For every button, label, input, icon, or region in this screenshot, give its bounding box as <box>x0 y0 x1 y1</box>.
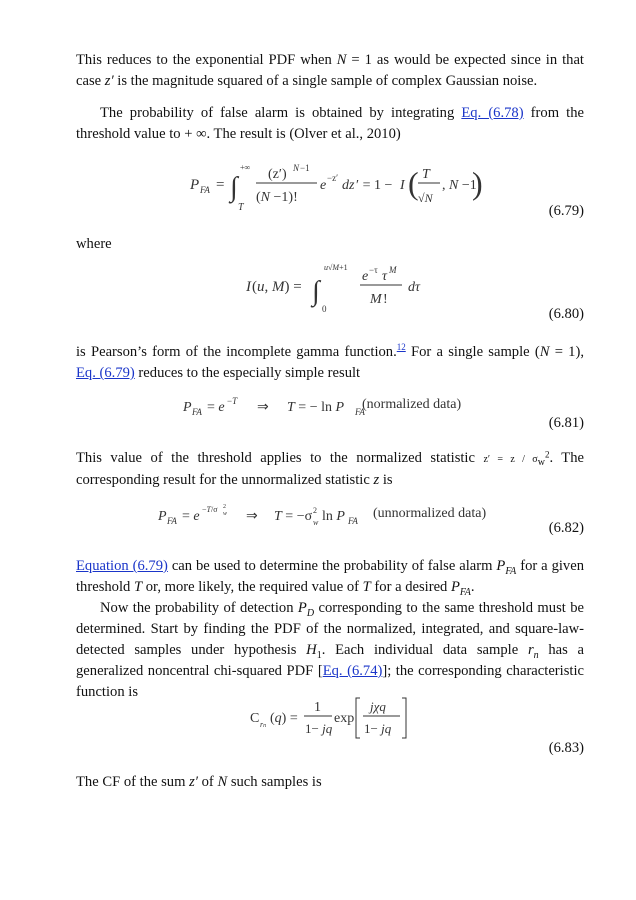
svg-text:−τ: −τ <box>369 265 378 275</box>
svg-text:u√M+1: u√M+1 <box>324 263 348 272</box>
paragraph-detection: Now the probability of detection $P_D$ corresponding to the same threshold must be determined. Start by finding the PDF of the normalized, integrated, and square-law-detected samples under hypothesis $H_1$. Each individual data sample $r_n$ has a generalized noncentral chi-squared PDF [Eq. (6.74)]; the corresponding characteristic function is <box>76 600 584 700</box>
svg-text:FA: FA <box>348 516 358 526</box>
svg-text:⇒: ⇒ <box>257 400 269 415</box>
paragraph-equation-usage: Equation (6.79) can be used to determine the probability of false alarm $P_{FA}$ for a given threshold T or, more likely, the required value of T for a desired $P_{FA}$. <box>76 558 584 598</box>
svg-text:, N −1: , N −1 <box>442 178 477 193</box>
svg-text:I: I <box>246 279 251 295</box>
svg-text:∫: ∫ <box>230 172 238 203</box>
svg-text:−T: −T <box>227 396 238 406</box>
svg-text:M: M <box>389 265 397 275</box>
svg-text:P: P <box>158 509 167 524</box>
paragraph-cf-sum: The CF of the sum z′ of N such samples is <box>76 774 322 790</box>
svg-text:FA: FA <box>355 407 365 417</box>
equation-6-79 <box>190 158 483 219</box>
svg-text:FA: FA <box>200 185 210 195</box>
svg-text:(z′): (z′) <box>268 167 287 182</box>
svg-text:): ) <box>472 165 483 201</box>
equation-number-6-83: (6.83) <box>548 740 584 756</box>
equation-6-79-link[interactable]: Equation (6.79) <box>76 558 168 574</box>
svg-text:′ = 1 −: ′ = 1 − <box>356 178 393 193</box>
svg-text:N: N <box>293 163 300 173</box>
eq-6-74-link[interactable]: Eq. (6.74) <box>322 663 383 679</box>
eq-6-79-link[interactable]: Eq. (6.79) <box>76 365 135 381</box>
svg-text:rn: rn <box>260 720 267 729</box>
svg-text:(N −1)!: (N −1)! <box>256 190 298 205</box>
svg-text:2: 2 <box>313 506 317 515</box>
equation-6-83 <box>250 694 425 749</box>
svg-text:w: w <box>313 518 319 527</box>
svg-text:exp: exp <box>334 711 355 726</box>
paragraph-pearson: is Pearson’s form of the incomplete gamma function.$^{12}$ For a single sample (N = 1), Eq. (6.79) reduces to the especially simple result <box>76 342 584 381</box>
normalized-data-note: (normalized data) <box>362 397 462 412</box>
svg-text:T = − ln P: T = − ln P <box>287 400 345 415</box>
svg-text:e: e <box>320 178 327 193</box>
svg-text:0: 0 <box>322 304 327 314</box>
svg-text:T = −σ: T = −σ <box>274 509 313 524</box>
svg-text:e: e <box>362 269 369 284</box>
svg-text:1: 1 <box>314 700 321 715</box>
svg-text:dτ: dτ <box>408 280 421 295</box>
svg-text:2: 2 <box>223 504 226 510</box>
equation-number-6-81: (6.81) <box>548 415 584 431</box>
svg-text:P: P <box>190 177 200 193</box>
svg-text:∫: ∫ <box>312 276 320 307</box>
svg-text:−1: −1 <box>300 163 310 173</box>
svg-text:=: = <box>216 177 225 193</box>
svg-text:(: ( <box>408 165 419 201</box>
svg-text:−T/σ: −T/σ <box>202 505 218 514</box>
svg-text:(q) =: (q) = <box>270 711 298 726</box>
svg-text:= e: = e <box>207 400 225 415</box>
svg-text:T: T <box>422 167 430 182</box>
paragraph-exponential-pdf: This reduces to the exponential PDF when N = 1 as would be expected since in that case z′ is the magnitude squared of a single sample of complex Gaussian noise. <box>76 52 584 89</box>
svg-text:1− jq: 1− jq <box>364 721 392 736</box>
paragraph-false-alarm: The probability of false alarm is obtained by integrating Eq. (6.78) from the threshold value to + ∞. The result is (Olver et al., 2010) <box>76 105 584 142</box>
svg-text:dz: dz <box>342 178 355 193</box>
eq-6-78-link[interactable]: Eq. (6.78) <box>461 105 524 121</box>
where-label: where <box>76 236 112 252</box>
unnormalized-data-note: (unnormalized data) <box>373 506 487 521</box>
svg-text:T: T <box>238 202 244 213</box>
svg-text:= e: = e <box>182 509 200 524</box>
svg-text:√N: √N <box>418 191 433 205</box>
paragraph-normalized-statistic: This value of the threshold applies to the normalized statistic z′ = z / σw2. The corresponding result for the unnormalized statistic z is <box>76 449 584 488</box>
svg-text:I: I <box>400 178 405 193</box>
equation-number-6-80: (6.80) <box>548 306 584 322</box>
svg-text:M: M <box>370 292 382 307</box>
svg-text:P: P <box>183 400 192 415</box>
svg-text:FA: FA <box>192 407 202 417</box>
svg-text:FA: FA <box>167 516 177 526</box>
equation-number-6-82: (6.82) <box>548 520 584 536</box>
footnote-12-link[interactable]: 12 <box>396 342 406 353</box>
svg-text:C: C <box>250 711 260 726</box>
svg-text:jχq: jχq <box>370 699 386 714</box>
svg-text:!: ! <box>383 292 388 307</box>
svg-text:⇒: ⇒ <box>246 509 258 524</box>
svg-text:−z′: −z′ <box>327 173 339 183</box>
svg-text:ln P: ln P <box>322 509 345 524</box>
svg-text:+∞: +∞ <box>240 163 251 172</box>
svg-text:w: w <box>223 511 228 517</box>
equation-6-82 <box>158 502 378 535</box>
equation-number-6-79: (6.79) <box>548 203 584 219</box>
svg-text:(u, M) =: (u, M) = <box>252 279 302 295</box>
svg-text:τ: τ <box>382 269 388 284</box>
equation-6-80 <box>246 260 436 321</box>
svg-text:1− jq: 1− jq <box>305 721 333 736</box>
